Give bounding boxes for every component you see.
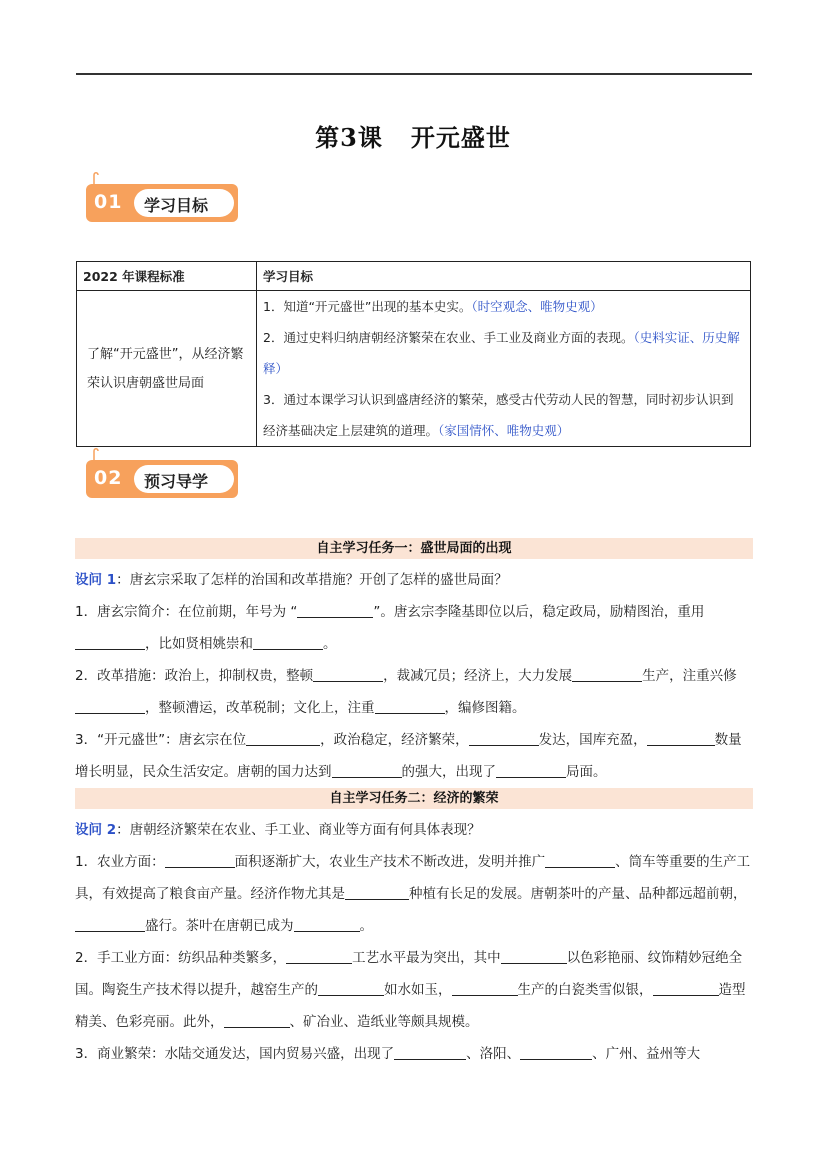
header-rule [76, 73, 752, 75]
fill-blank[interactable] [332, 763, 402, 778]
section-badge-preview [86, 452, 240, 498]
fill-blank[interactable] [452, 981, 518, 996]
task-title: 自主学习任务一：盛世局面的出现 [75, 538, 753, 559]
fill-blank[interactable] [165, 853, 235, 868]
fill-blank[interactable] [75, 917, 145, 932]
fill-blank[interactable] [520, 1045, 592, 1060]
page-title: 第3课 开元盛世 [315, 123, 511, 152]
fill-blank[interactable] [469, 731, 539, 746]
question: 设问 1：唐玄宗采取了怎样的治国和改革措施？开创了怎样的盛世局面？ [75, 572, 508, 588]
goals-table [76, 261, 751, 447]
fill-blank[interactable] [286, 949, 352, 964]
badge-label: 学习目标 [144, 196, 209, 215]
fill-blank[interactable] [75, 635, 145, 650]
fill-blank[interactable] [224, 1013, 290, 1028]
fill-blank[interactable] [297, 603, 373, 618]
paragraph: 2．手工业方面：纺织品种类繁多， 工艺水平最为突出，其中 以色彩艳丽、纹饰精妙冠绝全国。陶瓷生产技术得以提升，越窑生产的 如水如玉， 生产的白瓷类雪似银， 造型精美、色彩亮丽。此外， 、矿冶业、造纸业等颇具规模。 [75, 950, 746, 1030]
section-badge-goals [86, 176, 240, 222]
table-header-standard: 2022 年课程标准 [77, 262, 257, 291]
fill-blank[interactable] [375, 699, 445, 714]
table-header-goals: 学习目标 [257, 262, 751, 291]
fill-blank[interactable] [253, 635, 323, 650]
fill-blank[interactable] [501, 949, 567, 964]
paragraph: 1．农业方面： 面积逐渐扩大，农业生产技术不断改进，发明并推广 、筒车等重要的生产工具，有效提高了粮食亩产量。经济作物尤其是 种植有长足的发展。唐朝茶叶的产量、品种都远超前朝，盛行。茶叶在唐朝已成为 。 [75, 854, 751, 934]
fill-blank[interactable] [75, 699, 145, 714]
goal-item: 3．通过本课学习认识到盛唐经济的繁荣，感受古代劳动人民的智慧，同时初步认识到经济基础决定上层建筑的道理。（家国情怀、唯物史观） [263, 392, 734, 438]
badge-label: 预习导学 [144, 472, 209, 491]
badge-number: 01 [94, 191, 123, 213]
fill-blank[interactable] [318, 981, 384, 996]
task-title: 自主学习任务二：经济的繁荣 [75, 788, 753, 809]
fill-blank[interactable] [246, 731, 320, 746]
fill-blank[interactable] [545, 853, 615, 868]
fill-blank[interactable] [313, 667, 383, 682]
fill-blank[interactable] [394, 1045, 466, 1060]
fill-blank[interactable] [647, 731, 715, 746]
goals-list [257, 291, 751, 447]
goal-item: 2．通过史料归纳唐朝经济繁荣在农业、手工业及商业方面的表现。（史料实证、历史解释） [263, 330, 740, 376]
paragraph: 3．“开元盛世”：唐玄宗在位 ，政治稳定，经济繁荣， 发达，国库充盈， 数量增长明显，民众生活安定。唐朝的国力达到 的强大，出现了 局面。 [75, 732, 742, 780]
fill-blank[interactable] [294, 917, 360, 932]
paragraph: 3．商业繁荣：水陆交通发达，国内贸易兴盛，出现了 、洛阳、 、广州、益州等大 [75, 1046, 701, 1062]
paragraph: 1．唐玄宗简介：在位前期，年号为 “ ”。唐玄宗李隆基即位以后，稳定政局，励精图治，重用，比如贤相姚崇和 。 [75, 604, 705, 652]
curriculum-standard: 了解“开元盛世”，从经济繁荣认识唐朝盛世局面 [77, 291, 257, 447]
fill-blank[interactable] [496, 763, 566, 778]
fill-blank[interactable] [572, 667, 642, 682]
badge-number: 02 [94, 467, 123, 489]
fill-blank[interactable] [653, 981, 719, 996]
question: 设问 2：唐朝经济繁荣在农业、手工业、商业等方面有何具体表现？ [75, 822, 481, 838]
goal-item: 1．知道“开元盛世”出现的基本史实。（时空观念、唯物史观） [263, 299, 603, 314]
paragraph: 2．改革措施：政治上，抑制权贵，整顿 ，裁减冗员；经济上，大力发展 生产，注重兴修，整顿漕运，改革税制；文化上，注重 ，编修图籍。 [75, 668, 737, 716]
fill-blank[interactable] [345, 885, 409, 900]
